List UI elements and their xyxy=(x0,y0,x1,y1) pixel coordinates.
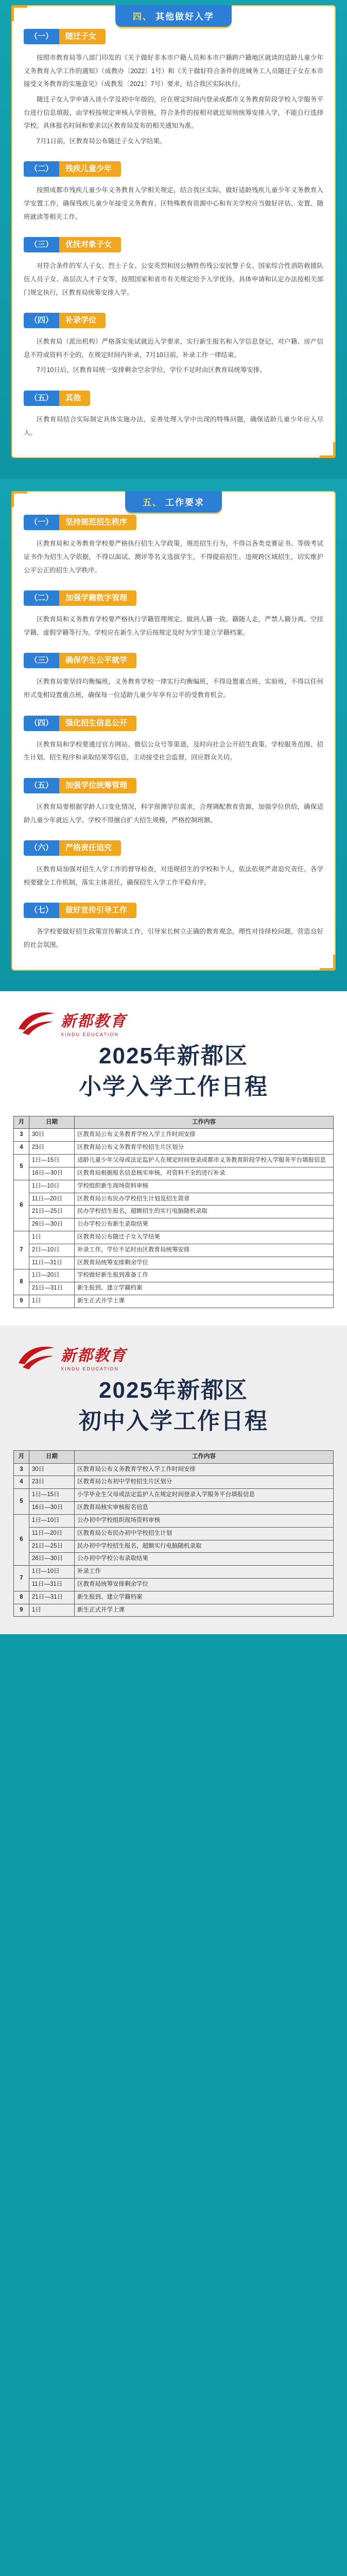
table-row xyxy=(14,1527,334,1540)
content-cell: 补录工作 xyxy=(75,1566,334,1579)
paragraph: 按照成都市残疾儿童少年义务教育入学相关规定，结合我区实际，做好适龄残疾儿童少年义务教育入学安置工作，确保残疾儿童少年接受义务教育。区特殊教育资源中心和有关学校应当做好评估、安置、随班就读等相关工作。 xyxy=(24,187,323,221)
content-cell: 小学毕业生父母或法定监护人在规定时间登录入学服务平台填报信息 xyxy=(75,1489,334,1502)
paragraph: 区教育局结合实际制定具体实施办法，妥善处理入学中出现的特殊问题，确保适龄儿童少年应入尽入。 xyxy=(24,416,323,436)
subsection-number: （四） xyxy=(24,716,59,731)
primary-schedule xyxy=(0,991,347,1326)
section-5-title: 工作要求 xyxy=(165,498,204,508)
paragraph: 区教育局加强对招生入学工作的督导检查，对违规招生的学校和个人，依法依规严肃追究责任。各学校要健全工作机制，落实主体责任，确保招生入学工作平稳有序。 xyxy=(24,866,323,886)
section-5-card xyxy=(11,491,336,970)
content-cell: 区教育局根据报名信息核实审核，对资料不全的进行补录 xyxy=(75,1167,334,1180)
table-row xyxy=(14,1463,334,1476)
table-row xyxy=(14,1591,334,1604)
content-cell: 区教育局公布义务教育学校入学工作时间安排 xyxy=(75,1463,334,1476)
section-4-title: 其他做好入学 xyxy=(155,12,214,22)
table-row xyxy=(14,1282,334,1295)
date-cell: 16日—30日 xyxy=(29,1167,75,1180)
date-cell: 1日—10日 xyxy=(29,1180,75,1193)
date-cell: 1日—20日 xyxy=(29,1269,75,1282)
paragraph: 按照市教育局等八部门印发的《关于做好非本市户籍人员和本市户籍跨户籍地区就读的适龄儿童少年义务教育入学工作的通知》（成教办〔2022〕1号）和《关于做好符合条件的进城务工人员随迁子女在本市接受义务教育的实施意见》（成教发〔2021〕7号）要求，结合我区实际执行。 xyxy=(24,54,323,88)
subsection-heading xyxy=(24,515,136,530)
subsection-title: 严格责任追究 xyxy=(59,840,121,856)
header-month: 月 xyxy=(14,1450,29,1463)
subsection-heading xyxy=(24,716,136,731)
logo-text xyxy=(61,1343,127,1371)
content-cell: 新生报到、建立学籍档案 xyxy=(75,1282,334,1295)
paragraph: 区教育局和学校要通过官方网站、微信公众号等渠道，及时向社会公开招生政策、学校服务范围、招生计划、招生程序和录取结果等信息，主动接受社会监督，回应群众关切。 xyxy=(24,740,323,761)
subsection-heading xyxy=(24,778,136,793)
subsection xyxy=(24,313,323,377)
subsection-number: （六） xyxy=(24,840,59,856)
table-row xyxy=(14,1476,334,1489)
subsection-number: （一） xyxy=(24,29,59,44)
logo-name: 新都教育 xyxy=(61,1012,127,1030)
content-cell: 区教育局公布义务教育学校入学工作时间安排 xyxy=(75,1129,334,1142)
subsection-number: （四） xyxy=(24,313,59,328)
middle-schedule-table xyxy=(13,1450,334,1617)
month-cell: 7 xyxy=(14,1566,29,1591)
section-4-zone xyxy=(0,0,347,479)
section-4-number: 四、 xyxy=(133,12,152,22)
date-cell: 1日 xyxy=(29,1231,75,1244)
subsection-heading xyxy=(24,237,121,252)
content-cell: 新生正式开学上课 xyxy=(75,1604,334,1617)
month-cell: 6 xyxy=(14,1514,29,1565)
table-row xyxy=(14,1540,334,1553)
date-cell: 26日—30日 xyxy=(29,1553,75,1566)
date-cell: 30日 xyxy=(29,1463,75,1476)
content-cell: 区教育局公布民办初中学校招生计划 xyxy=(75,1527,334,1540)
table-row xyxy=(14,1295,334,1308)
primary-table-body xyxy=(14,1129,334,1308)
subsection-heading xyxy=(24,391,90,406)
paragraph: 区教育局要根据学龄人口变化情况，科学预测学位需求，合理调配教育资源，加强学位供给，确保适龄儿童少年就近入学。学校不得擅自扩大招生规模，严格控制班额。 xyxy=(24,803,323,824)
content-cell: 适龄儿童少年父母或法定监护人在规定时间登录成都市义务教育阶段学校入学服务平台填报信息 xyxy=(75,1155,334,1167)
paragraph: 各学校要做好招生政策宣传解读工作，引导家长树立正确的教育观念，理性对待择校问题，营造良好的社会氛围。 xyxy=(24,928,323,948)
subsection-number: （二） xyxy=(24,161,59,177)
middle-title-line1: 2025年新都区 xyxy=(99,1377,248,1403)
subsection xyxy=(24,903,323,952)
date-cell: 1日 xyxy=(29,1604,75,1617)
subsection-title: 优抚对象子女 xyxy=(59,237,121,252)
table-row xyxy=(14,1269,334,1282)
date-cell: 26日—30日 xyxy=(29,1218,75,1231)
content-cell: 区教育局公布初中学校招生片区划分 xyxy=(75,1476,334,1489)
header-content: 工作内容 xyxy=(75,1450,334,1463)
subsection-title: 做好宣传引导工作 xyxy=(59,903,136,918)
subsection-title: 残疾儿童少年 xyxy=(59,161,121,177)
table-row xyxy=(14,1180,334,1193)
section-5-number: 五、 xyxy=(143,498,162,508)
logo-text xyxy=(61,1008,127,1037)
paragraph: 7月10日后，区教育局统一安排剩余空余学位，学位不足时由区教育局统筹安排。 xyxy=(37,366,266,374)
section-5-tab xyxy=(125,491,222,513)
content-cell: 区教育局公布民办学校招生计划及招生简章 xyxy=(75,1193,334,1206)
month-cell: 8 xyxy=(14,1269,29,1295)
subsection-title: 强化招生信息公开 xyxy=(59,716,136,731)
content-cell: 新生报到、建立学籍档案 xyxy=(75,1591,334,1604)
subsection xyxy=(24,778,323,827)
content-cell: 区教育局统筹安排剩余学位 xyxy=(75,1257,334,1269)
middle-title-line2: 初中入学工作日程 xyxy=(79,1408,268,1434)
date-cell: 11日—31日 xyxy=(29,1578,75,1591)
primary-logo xyxy=(0,1005,347,1041)
date-cell: 1日—15日 xyxy=(29,1155,75,1167)
paragraph: 区教育局（派出机构）严格落实免试就近入学要求，实行新生报名和入学信息登记，对户籍、房产信息不符或资料不全的，在规定时间内补录，7月10日前，补录工作一律结束。 xyxy=(24,338,323,359)
table-row xyxy=(14,1502,334,1515)
table-row xyxy=(14,1129,334,1142)
subsection-title: 坚持规范招生秩序 xyxy=(59,515,136,530)
month-cell: 5 xyxy=(14,1155,29,1180)
date-cell: 1日—10日 xyxy=(29,1566,75,1579)
date-cell: 21日—25日 xyxy=(29,1206,75,1218)
paragraph: 区教育局和义务教育学校要严格执行学籍管理规定，做到人籍一致、籍随人走，严禁人籍分离、空挂学籍、虚假学籍等行为。学校应在新生入学后按规定及时为学生建立学籍档案。 xyxy=(24,616,323,636)
content-cell: 区教育局核实审核报名信息 xyxy=(75,1502,334,1515)
table-row xyxy=(14,1231,334,1244)
middle-schedule xyxy=(0,1326,347,1635)
header-content: 工作内容 xyxy=(75,1116,334,1129)
subsection xyxy=(24,515,323,577)
subsection-title: 加强学位统筹管理 xyxy=(59,778,136,793)
middle-logo xyxy=(0,1339,347,1375)
primary-title-line2: 小学入学工作日程 xyxy=(79,1074,268,1099)
date-cell: 16日—30日 xyxy=(29,1502,75,1515)
month-cell: 9 xyxy=(14,1295,29,1308)
date-cell: 21日—31日 xyxy=(29,1282,75,1295)
date-cell: 23日 xyxy=(29,1142,75,1155)
subsection-heading xyxy=(24,590,136,606)
subsection-heading xyxy=(24,840,121,856)
header-month: 月 xyxy=(14,1116,29,1129)
paragraph: 随迁子女入学申请入读小学及初中年级的，应在规定时间内登录成都市义务教育阶段学校入学服务平台进行信息填报，由学校按规定审核入学资格，符合条件的按相对就近原则统筹安排入学，不能自行选择学校。具体报名时间和要求以区教育局发布的相关通知为准。 xyxy=(24,95,323,130)
subsection xyxy=(24,716,323,765)
date-cell: 1日 xyxy=(29,1295,75,1308)
subsection xyxy=(24,653,323,702)
subsection-title: 随迁子女 xyxy=(59,29,106,44)
table-header-row xyxy=(14,1116,334,1129)
paragraph: 区教育局要坚持均衡编班，义务教育学校一律实行均衡编班，不得设置重点班、实验班，不得以任何形式变相设置重点班，确保每一位适龄儿童少年享有公平的受教育机会。 xyxy=(24,678,323,699)
subsection-title: 其他 xyxy=(59,391,90,406)
content-cell: 民办学校招生报名，超额招生的实行电脑随机录取 xyxy=(75,1206,334,1218)
date-cell: 21日—25日 xyxy=(29,1540,75,1553)
date-cell: 11日—31日 xyxy=(29,1257,75,1269)
month-cell: 3 xyxy=(14,1463,29,1476)
section-4-subsections xyxy=(24,29,323,439)
logo-name: 新都教育 xyxy=(61,1346,127,1365)
subsection-number: （三） xyxy=(24,653,59,668)
subsection-number: （五） xyxy=(24,778,59,793)
date-cell: 1日—15日 xyxy=(29,1489,75,1502)
primary-title-line1: 2025年新都区 xyxy=(99,1043,248,1069)
subsection-title: 加强学籍数字管理 xyxy=(59,590,136,606)
header-date: 日期 xyxy=(29,1450,75,1463)
month-cell: 6 xyxy=(14,1180,29,1231)
subsection-number: （三） xyxy=(24,237,59,252)
subsection-heading xyxy=(24,161,121,177)
content-cell: 公办学校公布新生录取结果 xyxy=(75,1218,334,1231)
date-cell: 11日—20日 xyxy=(29,1527,75,1540)
table-row xyxy=(14,1155,334,1167)
month-cell: 4 xyxy=(14,1476,29,1489)
date-cell: 21日—31日 xyxy=(29,1591,75,1604)
month-cell: 7 xyxy=(14,1231,29,1269)
table-row xyxy=(14,1604,334,1617)
content-cell: 学校做好新生报到准备工作 xyxy=(75,1269,334,1282)
subsection-number: （七） xyxy=(24,903,59,918)
date-cell: 23日 xyxy=(29,1476,75,1489)
section-4-card xyxy=(11,5,336,458)
logo-english: XINDU EDUCATION xyxy=(61,1366,119,1371)
table-row xyxy=(14,1167,334,1180)
content-cell: 公办初中学校公布录取结果 xyxy=(75,1553,334,1566)
content-cell: 民办初中学校招生报名，超额实行电脑随机录取 xyxy=(75,1540,334,1553)
table-header-row xyxy=(14,1450,334,1463)
subsection xyxy=(24,391,323,439)
subsection-heading xyxy=(24,653,136,668)
subsection xyxy=(24,161,323,224)
date-cell: 1日—10日 xyxy=(29,1514,75,1527)
table-row xyxy=(14,1193,334,1206)
subsection-title: 补录学位 xyxy=(59,313,106,328)
table-row xyxy=(14,1218,334,1231)
xindu-logo-icon xyxy=(15,1343,57,1371)
month-cell: 8 xyxy=(14,1591,29,1604)
paragraph: 区教育局和义务教育学校要严格执行招生入学政策，规范招生行为，不得以各类竞赛证书、等级考试证书作为招生入学依据，不得以面试、测评等名义选拔学生，不得提前招生、违规跨区域招生，切实维护公平公正的招生入学秩序。 xyxy=(24,540,323,574)
content-cell: 区教育局公布随迁子女入学结果 xyxy=(75,1231,334,1244)
header-date: 日期 xyxy=(29,1116,75,1129)
table-row xyxy=(14,1244,334,1257)
subsection xyxy=(24,237,323,299)
table-row xyxy=(14,1514,334,1527)
date-cell: 30日 xyxy=(29,1129,75,1142)
table-row xyxy=(14,1142,334,1155)
xindu-logo-icon xyxy=(15,1008,57,1037)
paragraph: 7月1日前，区教育局公布随迁子女入学结果。 xyxy=(37,137,166,145)
primary-schedule-table xyxy=(13,1116,334,1308)
content-cell: 公办初中学校组织现场资料审核 xyxy=(75,1514,334,1527)
section-5-zone xyxy=(0,479,347,991)
table-row xyxy=(14,1566,334,1579)
subsection-title: 确保学生公平就学 xyxy=(59,653,136,668)
date-cell: 2日—10日 xyxy=(29,1244,75,1257)
month-cell: 4 xyxy=(14,1142,29,1155)
subsection-heading xyxy=(24,903,136,918)
content-cell: 区教育局公布义务教育学校招生片区划分 xyxy=(75,1142,334,1155)
section-4-tab xyxy=(115,5,232,27)
content-cell: 补录工作，学位不足时由区教育局统筹安排 xyxy=(75,1244,334,1257)
subsection xyxy=(24,590,323,639)
table-row xyxy=(14,1489,334,1502)
date-cell: 11日—20日 xyxy=(29,1193,75,1206)
paragraph: 对符合条件的军人子女、烈士子女、公安英烈和因公牺牲伤残公安民警子女、国家综合性消防救援队伍人员子女、高层次人才子女等，按照国家和省市有关规定给予入学优待。具体申请和认定办法按相关部门规定执行，区教育局统筹安排入学。 xyxy=(24,262,323,296)
subsection-number: （一） xyxy=(24,515,59,530)
month-cell: 5 xyxy=(14,1489,29,1515)
table-row xyxy=(14,1553,334,1566)
subsection xyxy=(24,840,323,889)
subsection-number: （五） xyxy=(24,391,59,406)
month-cell: 9 xyxy=(14,1604,29,1617)
table-row xyxy=(14,1257,334,1269)
subsection xyxy=(24,29,323,148)
section-5-subsections xyxy=(24,515,323,952)
content-cell: 新生正式开学上课 xyxy=(75,1295,334,1308)
month-cell: 3 xyxy=(14,1129,29,1142)
table-row xyxy=(14,1206,334,1218)
middle-table-body xyxy=(14,1463,334,1617)
subsection-number: （二） xyxy=(24,590,59,606)
table-row xyxy=(14,1578,334,1591)
logo-english: XINDU EDUCATION xyxy=(61,1031,119,1037)
subsection-heading xyxy=(24,29,106,44)
subsection-heading xyxy=(24,313,106,328)
content-cell: 学校组织新生现场资料审核 xyxy=(75,1180,334,1193)
content-cell: 区教育局统筹安排剩余学位 xyxy=(75,1578,334,1591)
